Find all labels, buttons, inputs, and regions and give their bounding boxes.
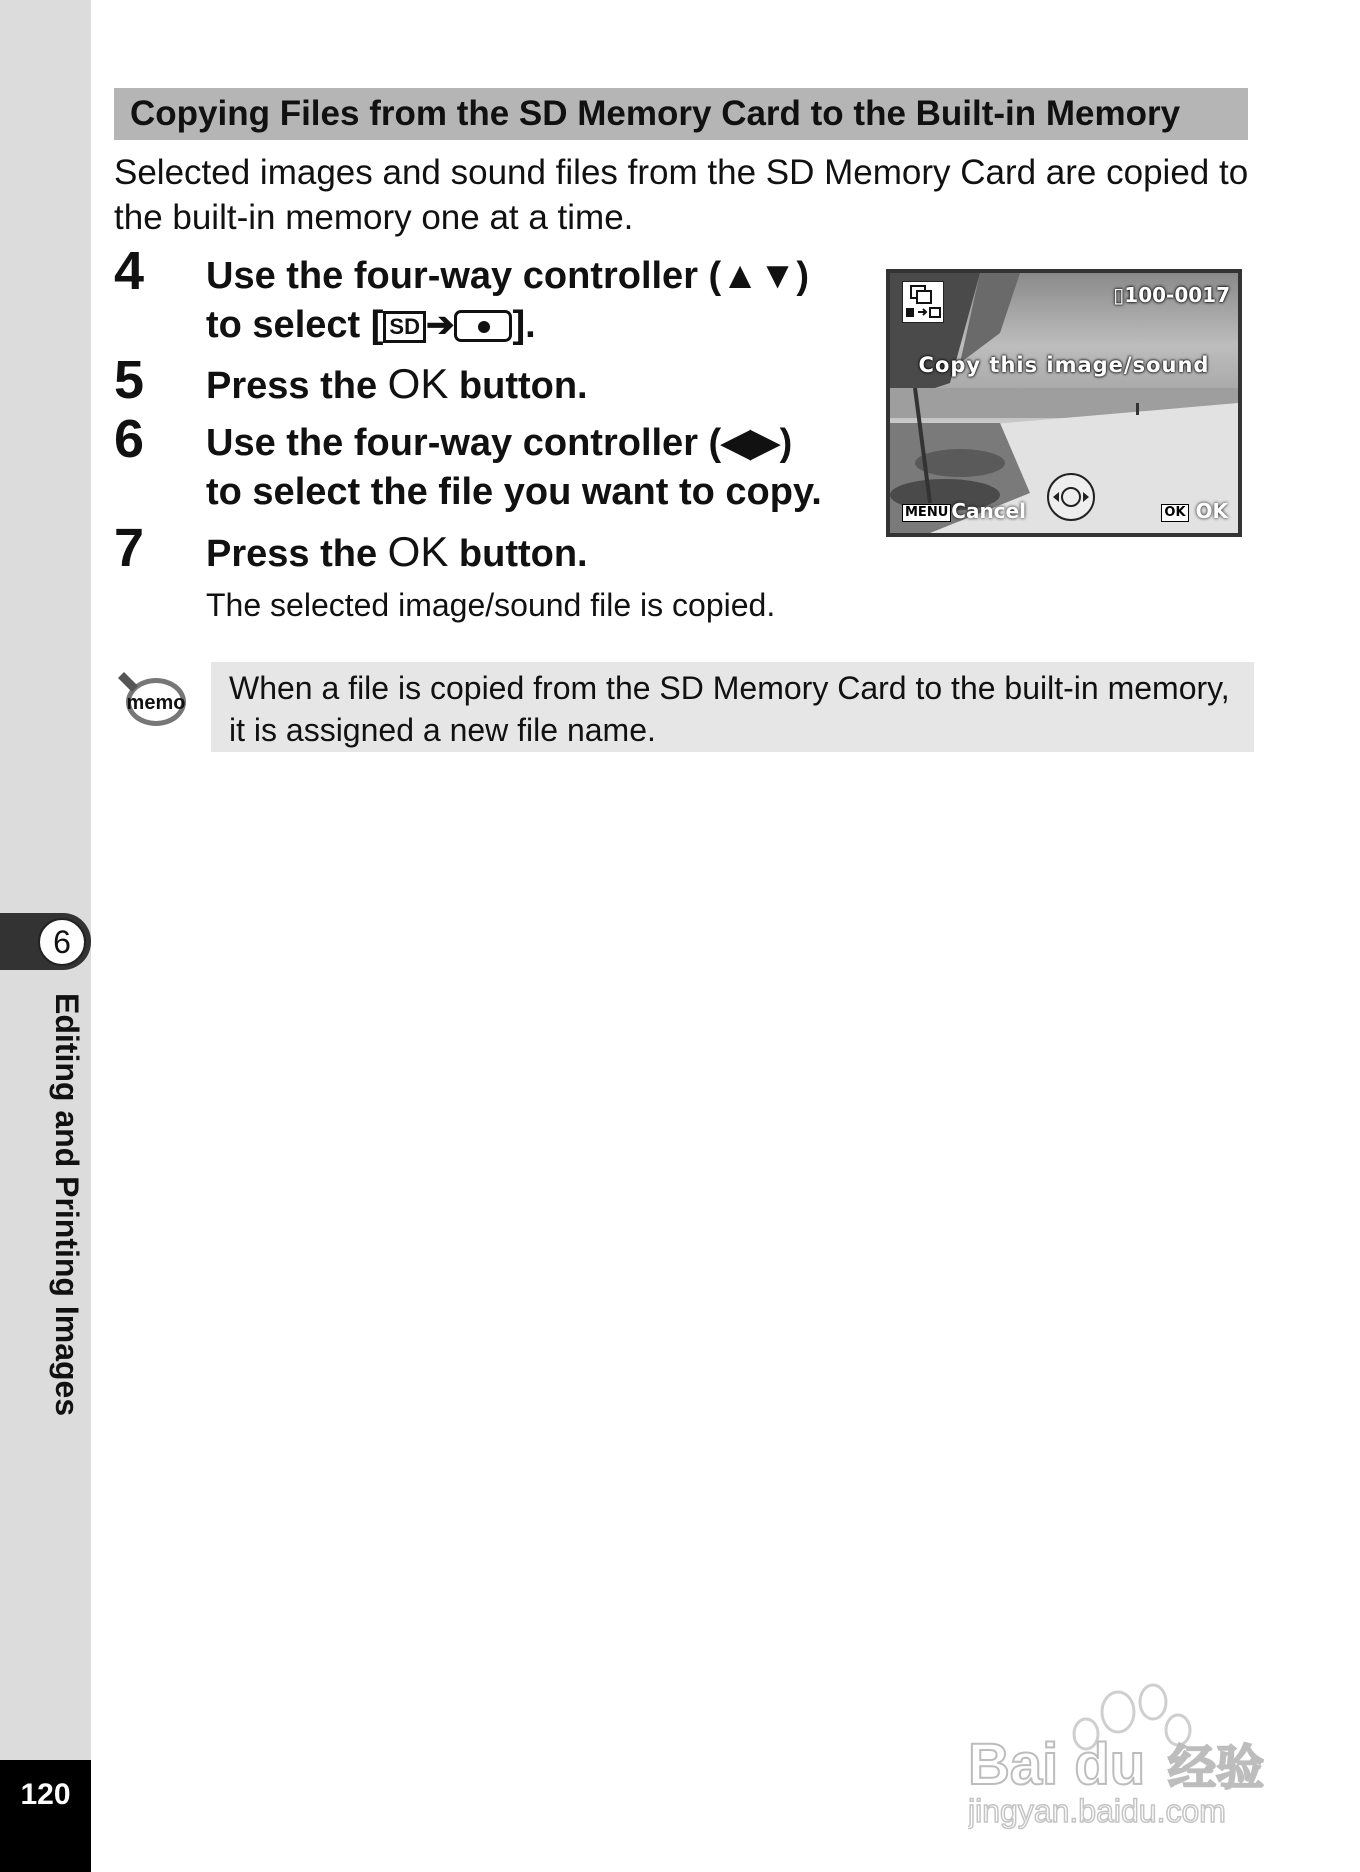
step-5-number: 5 [114,350,145,410]
memo-box: When a file is copied from the SD Memory Card to the built-in memory, it is assigned a new file name. [211,662,1254,752]
ok-button-icon: OK [387,360,449,407]
file-number-value: 100-0017 [1124,283,1230,307]
step-6-text [206,419,822,517]
menu-key-icon: MENU [902,504,951,522]
camera-screen [886,269,1242,537]
step-4-line2 [206,301,809,350]
ok-label: OK [1195,499,1228,523]
ok-button-icon: OK [387,528,449,575]
step-4-suffix: ]. [512,304,536,346]
step-6-number: 6 [114,409,145,469]
arrow-right-icon: ➔ [425,306,455,344]
step-4-line1: Use the four-way controller (▲▼) [206,255,810,297]
file-number: ▯100-0017 [1113,283,1230,307]
step-4-number: 4 [114,241,145,301]
copy-prompt: Copy this image/sound [918,353,1210,377]
built-in-memory-icon [454,310,512,342]
ok-key-icon: OK [1161,504,1188,522]
cancel-label: Cancel [951,499,1026,523]
memo-icon-label: memo [126,692,186,714]
copy-sd-to-memory-icon [902,281,944,323]
watermark-url: jingyan.baidu.com [968,1793,1226,1829]
step-6-line1: Use the four-way controller (◀▶) [206,422,793,464]
baidu-watermark [968,1672,1288,1832]
step-6-line2: to select the file you want to copy. [206,471,822,513]
step-7-suffix: button. [448,533,588,575]
chapter-number: 6 [38,918,86,966]
memo-icon [114,664,190,730]
ok-button[interactable] [1161,499,1228,523]
step-5-suffix: button. [448,365,588,407]
step-5-prefix: Press the [206,365,388,407]
step-4-prefix: to select [ [206,304,384,346]
watermark-brand: Bai du [968,1732,1146,1797]
step-5-text [206,359,588,411]
step-7-note: The selected image/sound file is copied. [206,587,776,623]
page-number: 120 [0,1760,91,1872]
four-way-controller-icon [1045,471,1097,523]
step-7-text [206,527,588,579]
section-heading: Copying Files from the SD Memory Card to the Built-in Memory [114,88,1248,140]
watermark-cn: 经验 [1168,1740,1265,1796]
cancel-button[interactable] [902,499,1026,523]
step-4-text [206,252,809,350]
intro-paragraph: Selected images and sound files from the SD Memory Card are copied to the built-in memory one at a time. [114,153,1249,237]
step-7-number: 7 [114,518,145,578]
sd-card-icon: SD [383,311,426,343]
step-7-prefix: Press the [206,533,388,575]
chapter-title: Editing and Printing Images [49,993,85,1417]
